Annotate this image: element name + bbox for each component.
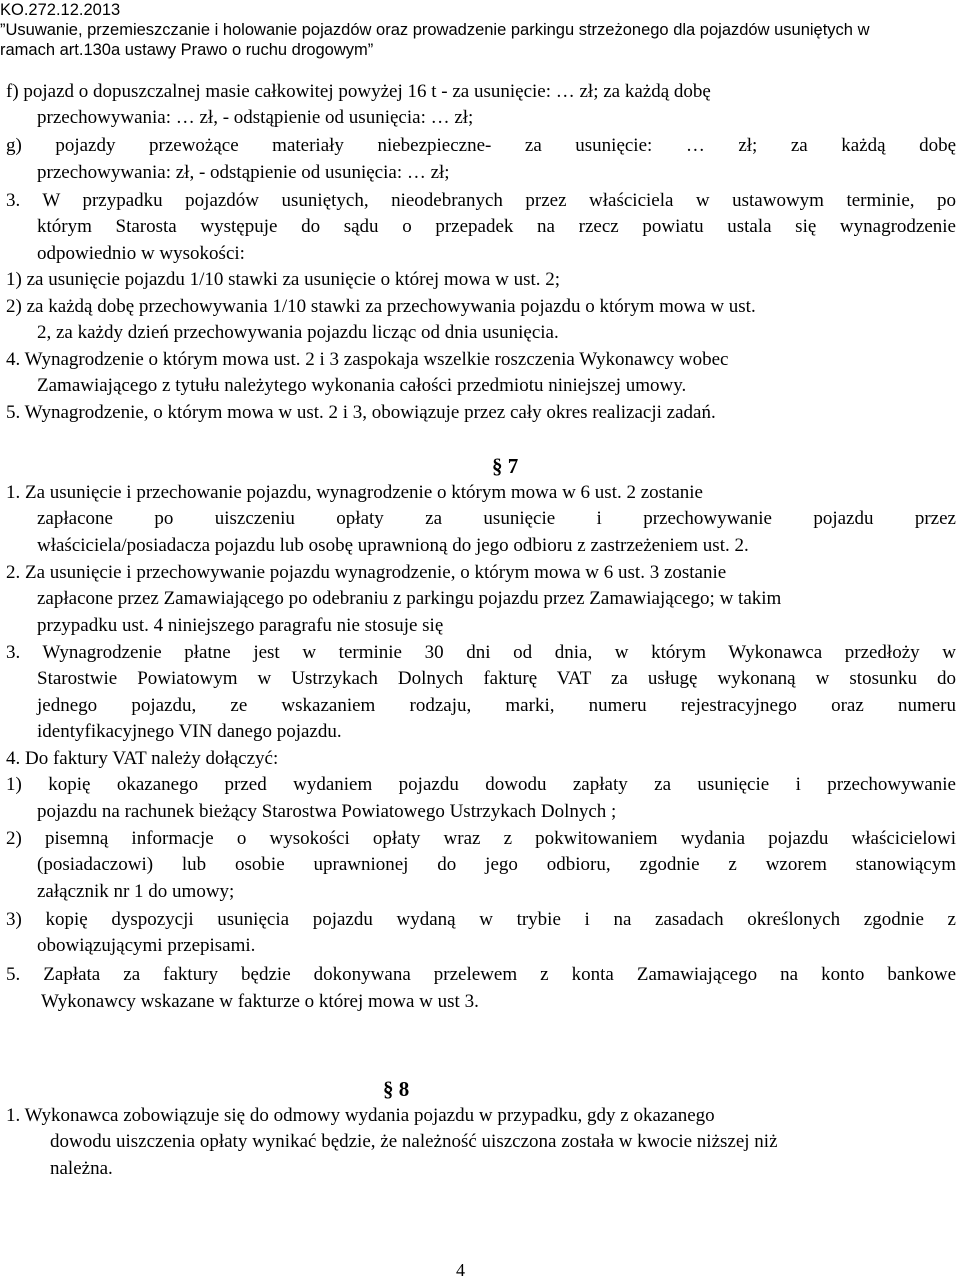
section-8-heading: § 8 bbox=[383, 1077, 410, 1101]
para-4-line-1: 4. Wynagrodzenie o którym mowa ust. 2 i 3 zaspokaja wszelkie roszczenia Wykonawcy wobec bbox=[6, 349, 729, 370]
para-3-line-1: 3. W przypadku pojazdów usuniętych, nieodebranych przez właściciela w ustawowym terminie, po bbox=[6, 190, 956, 211]
para-f-line-1: f) pojazd o dopuszczalnej masie całkowitej powyżej 16 t - za usunięcie: … zł; za każdą dobę bbox=[6, 81, 711, 102]
s8-para-1-line-1: 1. Wykonawca zobowiązuje się do odmowy wydania pojazdu w przypadku, gdy z okazanego bbox=[6, 1105, 715, 1126]
s7-para-4-2-line-1: 2) pisemną informacje o wysokości opłaty wraz z pokwitowaniem wydania pojazdu właścicielowi bbox=[6, 828, 956, 849]
para-g-line-1: g) pojazdy przewożące materiały niebezpieczne- za usunięcie: … zł; za każdą dobę bbox=[6, 135, 956, 156]
s7-para-2-line-3: przypadku ust. 4 niniejszego paragrafu nie stosuje się bbox=[37, 615, 444, 636]
s7-para-4-2-line-2: (posiadaczowi) lub osobie uprawnionej do jego odbioru, zgodnie z wzorem stanowiącym bbox=[37, 854, 956, 875]
section-7-heading: § 7 bbox=[492, 454, 519, 478]
s7-para-5-line-2: Wykonawcy wskazane w fakturze o której mowa w ust 3. bbox=[41, 991, 479, 1012]
para-f-line-2: przechowywania: … zł, - odstąpienie od usunięcia: … zł; bbox=[37, 107, 474, 128]
s7-para-4-2-line-3: załącznik nr 1 do umowy; bbox=[37, 881, 235, 902]
s7-para-1-line-2: zapłacone po uiszczeniu opłaty za usunięcie i przechowywanie pojazdu przez bbox=[37, 508, 956, 529]
document-title-line-2: ramach art.130a ustawy Prawo o ruchu drogowym” bbox=[0, 41, 374, 59]
s7-para-1-line-3: właściciela/posiadacza pojazdu lub osobę uprawnioną do jego odbioru z zastrzeżeniem ust. 2. bbox=[37, 535, 749, 556]
para-3-1-line-1: 1) za usunięcie pojazdu 1/10 stawki za usunięcie o której mowa w ust. 2; bbox=[6, 269, 561, 290]
s7-para-3-line-3: jednego pojazdu, ze wskazaniem rodzaju, marki, numeru rejestracyjnego oraz numeru bbox=[37, 695, 956, 716]
para-3-2-line-1: 2) za każdą dobę przechowywania 1/10 stawki za przechowywania pojazdu o którym mowa w ust. bbox=[6, 296, 756, 317]
document-code: KO.272.12.2013 bbox=[0, 1, 121, 19]
s7-para-3-line-2: Starostwie Powiatowym w Ustrzykach Dolnych fakturę VAT za usługę wykonaną w stosunku do bbox=[37, 668, 956, 689]
s7-para-3-line-4: identyfikacyjnego VIN danego pojazdu. bbox=[37, 721, 342, 742]
para-5-line-1: 5. Wynagrodzenie, o którym mowa w ust. 2 i 3, obowiązuje przez cały okres realizacji zadań. bbox=[6, 402, 716, 423]
para-3-line-3: odpowiednio w wysokości: bbox=[37, 243, 245, 264]
para-3-2-line-2: 2, za każdy dzień przechowywania pojazdu licząc od dnia usunięcia. bbox=[37, 322, 559, 343]
page-number: 4 bbox=[456, 1260, 465, 1280]
s7-para-4-1-line-1: 1) kopię okazanego przed wydaniem pojazdu dowodu zapłaty za usunięcie i przechowywanie bbox=[6, 774, 956, 795]
document-title-line-1: ”Usuwanie, przemieszczanie i holowanie pojazdów oraz prowadzenie parkingu strzeżonego dla pojazdów usuniętych w bbox=[0, 21, 870, 39]
s7-para-2-line-2: zapłacone przez Zamawiającego po odebraniu z parkingu pojazdu przez Zamawiającego; w takim bbox=[37, 588, 782, 609]
document-header bbox=[0, 0, 955, 60]
s7-para-1-line-1: 1. Za usunięcie i przechowanie pojazdu, wynagrodzenie o którym mowa w 6 ust. 2 zostanie bbox=[6, 482, 703, 503]
s7-para-4-line-1: 4. Do faktury VAT należy dołączyć: bbox=[6, 748, 279, 769]
s8-para-1-line-3: należna. bbox=[50, 1158, 113, 1179]
s7-para-4-3-line-2: obowiązującymi przepisami. bbox=[37, 935, 256, 956]
s7-para-2-line-1: 2. Za usunięcie i przechowywanie pojazdu wynagrodzenie, o którym mowa w 6 ust. 3 zostanie bbox=[6, 562, 727, 583]
para-4-line-2: Zamawiającego z tytułu należytego wykonania całości przedmiotu niniejszej umowy. bbox=[37, 375, 687, 396]
s8-para-1-line-2: dowodu uiszczenia opłaty wynikać będzie, że należność uiszczona została w kwocie niższej niż bbox=[50, 1131, 778, 1152]
s7-para-5-line-1: 5. Zapłata za faktury będzie dokonywana przelewem z konta Zamawiającego na konto bankowe bbox=[6, 964, 956, 985]
s7-para-4-1-line-2: pojazdu na rachunek bieżący Starostwa Powiatowego Ustrzykach Dolnych ; bbox=[37, 801, 617, 822]
para-g-line-2: przechowywania: zł, - odstąpienie od usunięcia: … zł; bbox=[37, 162, 450, 183]
para-3-line-2: którym Starosta występuje do sądu o przepadek na rzecz powiatu ustala się wynagrodzenie bbox=[37, 216, 956, 237]
s7-para-3-line-1: 3. Wynagrodzenie płatne jest w terminie 30 dni od dnia, w którym Wykonawca przedłoży w bbox=[6, 642, 956, 663]
s7-para-4-3-line-1: 3) kopię dyspozycji usunięcia pojazdu wydaną w trybie i na zasadach określonych zgodnie z bbox=[6, 909, 956, 930]
